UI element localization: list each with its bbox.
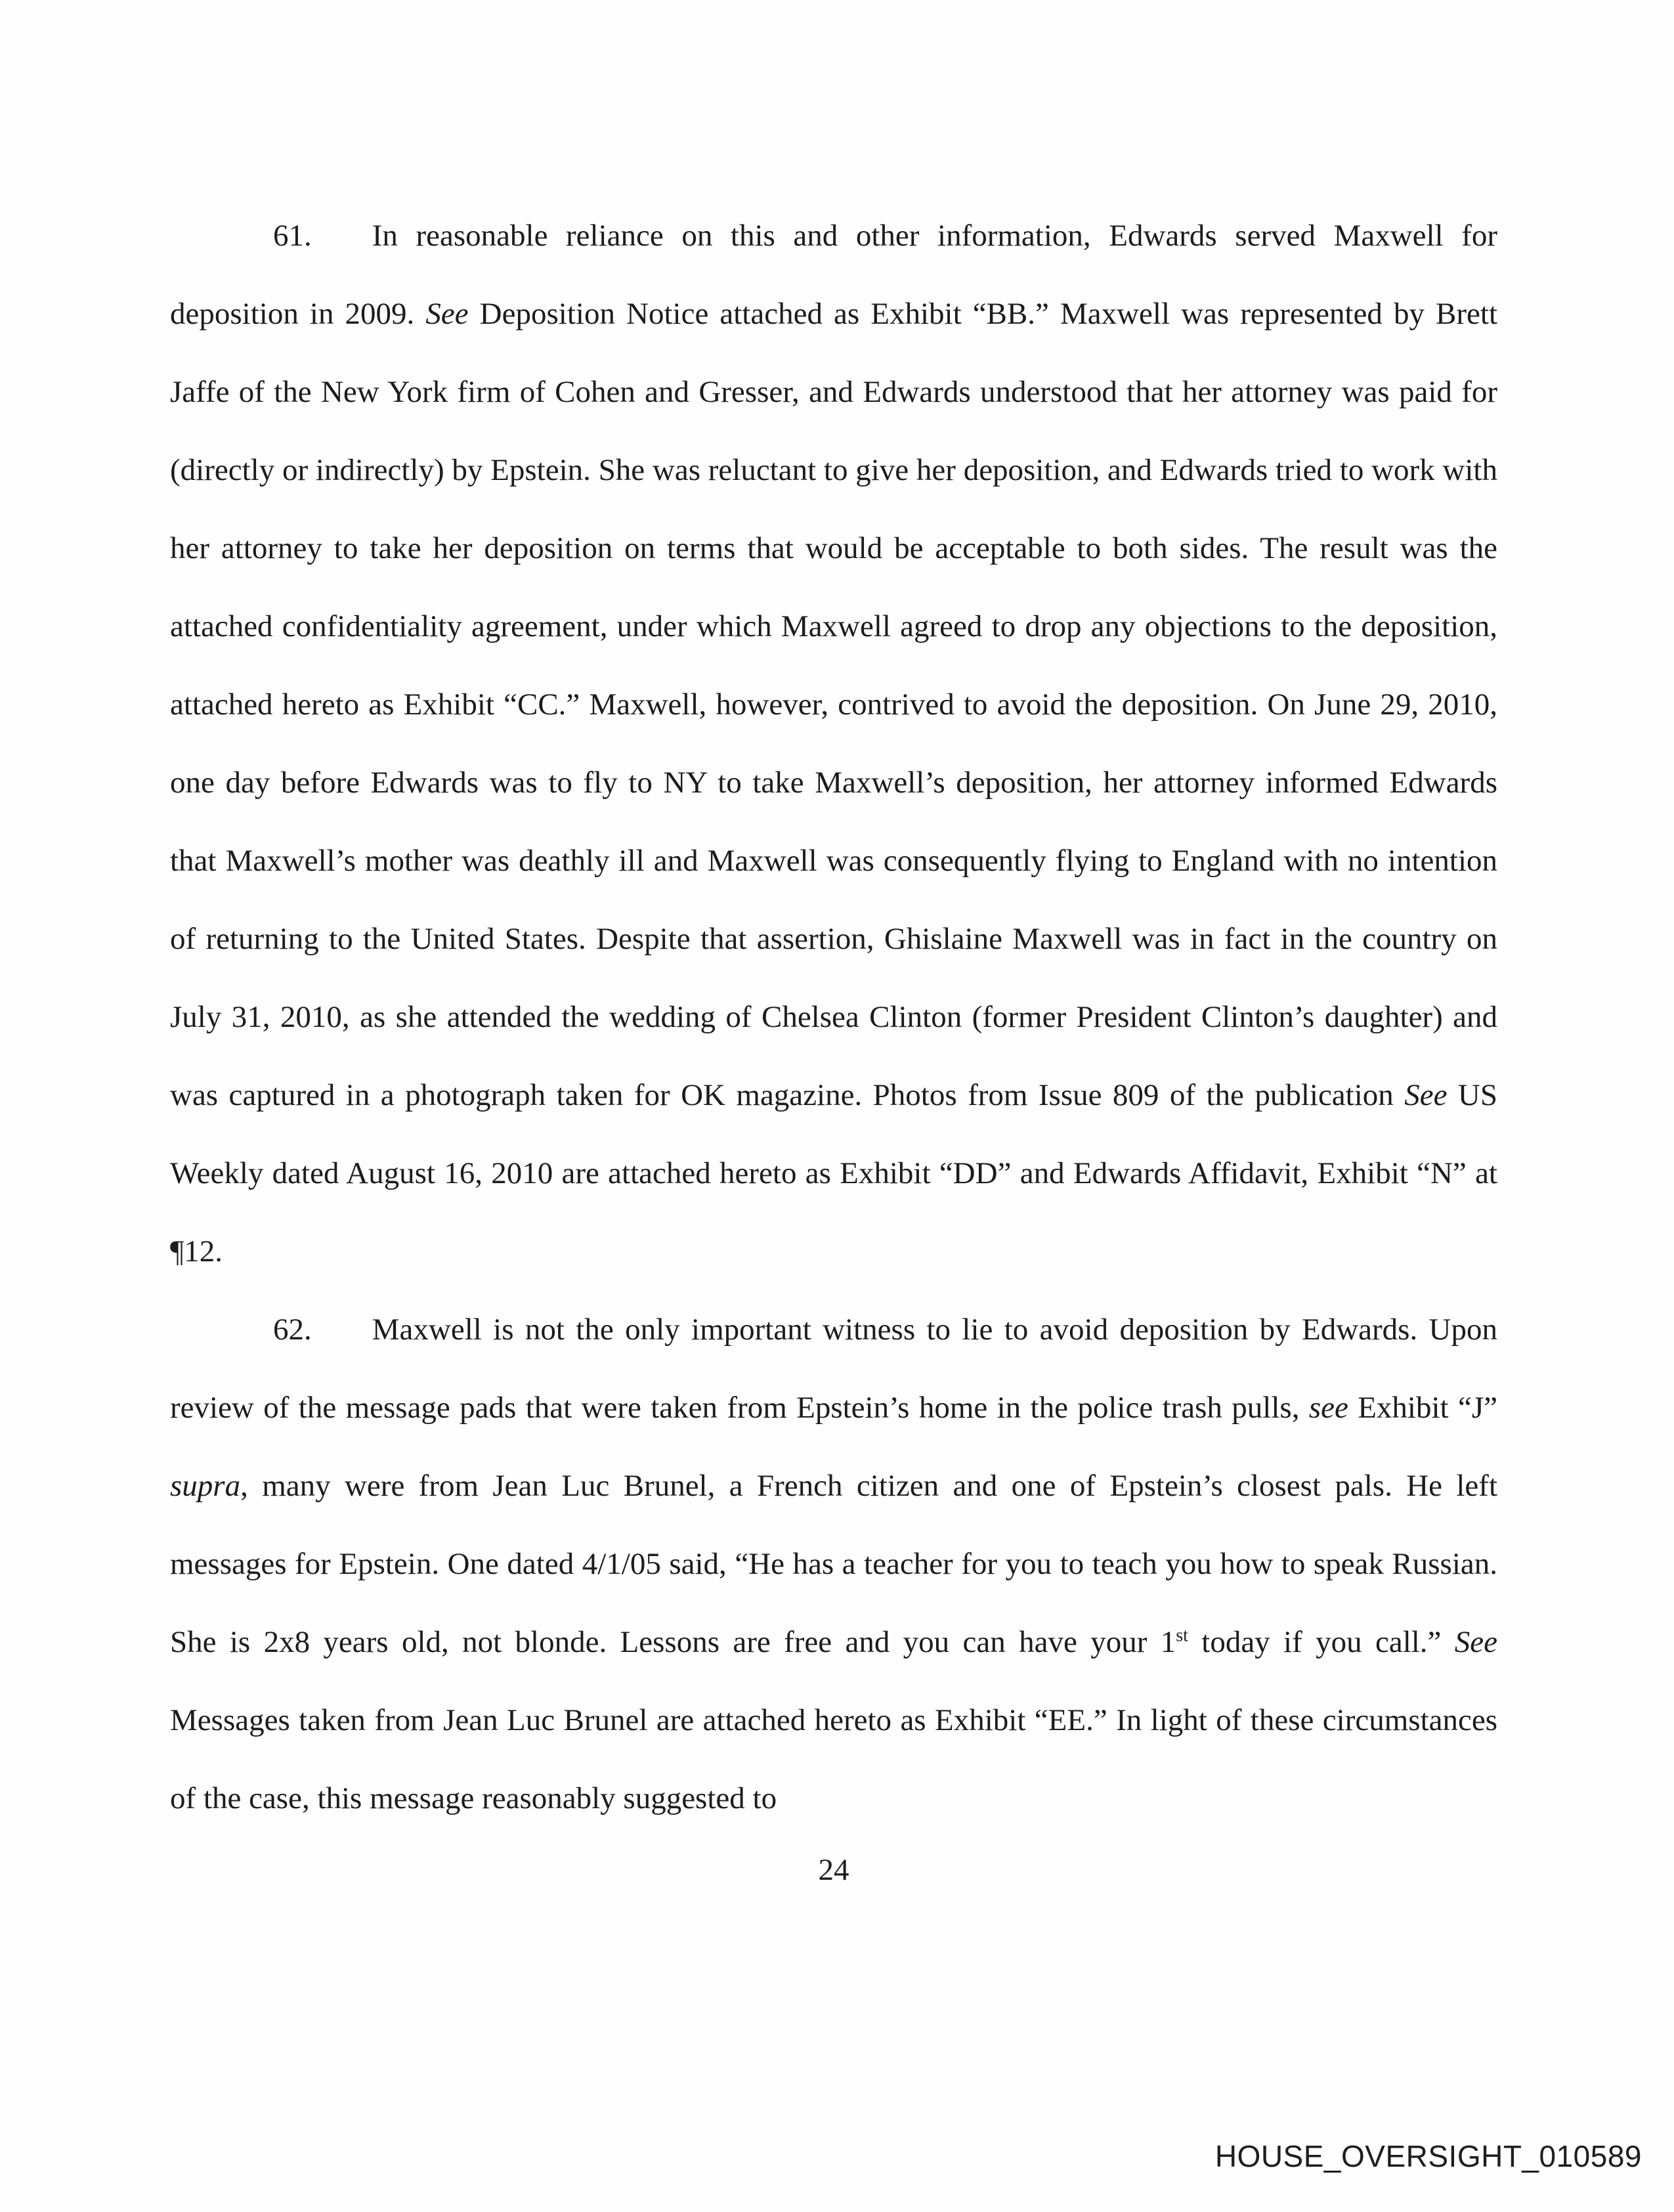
paragraph-number: 61. xyxy=(273,219,312,253)
italic-run: See xyxy=(425,297,469,331)
page-number: 24 xyxy=(818,1853,849,1887)
paragraph-62 xyxy=(170,1291,1497,1838)
italic-run: See xyxy=(1404,1078,1448,1112)
paragraph-61 xyxy=(170,197,1497,1291)
superscript-run: st xyxy=(1176,1625,1188,1646)
italic-run: supra xyxy=(170,1469,241,1503)
text-run: US Weekly dated August 16, 2010 are attached hereto as Exhibit “DD” and Edwards Affidavit, Exhibit “N” at ¶12. xyxy=(170,1078,1497,1269)
text-run: In reasonable reliance on this and other information, Edwards served Maxwell for deposition in 2009. xyxy=(170,219,1497,331)
italic-run: see xyxy=(1308,1391,1348,1425)
italic-run: See xyxy=(1454,1625,1498,1659)
text-run: Deposition Notice attached as Exhibit “BB.” Maxwell was represented by Brett Jaffe of the New York firm of Cohen and Gresser, and Edwards understood that her attorney was paid for (directly or indirectly) by Epstein. She was reluctant to give her deposition, and Edwards tried to work with her attorney to take her deposition on terms that would be acceptable to both sides. The result was the attached confidentiality agreement, under which Maxwell agreed to drop any objections to the deposition, attached hereto as Exhibit “CC.” Maxwell, however, contrived to avoid the deposition. On June 29, 2010, one day before Edwards was to fly to NY to take Maxwell’s deposition, her attorney informed Edwards that Maxwell’s mother was deathly ill and Maxwell was consequently flying to England with no intention of returning to the United States. Despite that assertion, Ghislaine Maxwell was in fact in the country on July 31, 2010, as she attended the wedding of Chelsea Clinton (former President Clinton’s daughter) and was captured in a photograph taken for OK magazine. Photos from Issue 809 of the publication xyxy=(170,297,1498,1112)
text-run: today if you call.” xyxy=(1188,1625,1455,1659)
paragraph-number: 62. xyxy=(273,1312,312,1347)
bates-stamp: HOUSE_OVERSIGHT_010589 xyxy=(1214,2139,1642,2173)
text-run: Messages taken from Jean Luc Brunel are attached hereto as Exhibit “EE.” In light of these circumstances of the case, this message reasonably suggested to xyxy=(170,1703,1497,1815)
text-run: Exhibit “J” xyxy=(1348,1391,1497,1425)
text-content xyxy=(170,197,1497,1893)
text-run: Maxwell is not the only important witness to lie to avoid deposition by Edwards. Upon review of the message pads that were taken from Epstein’s home in the police trash pulls, xyxy=(170,1312,1497,1425)
text-run: , many were from Jean Luc Brunel, a French citizen and one of Epstein’s closest pals. He left messages for Epstein. One dated 4/1/05 said, “He has a teacher for you to teach you how to speak Russian. She is 2x8 years old, not blonde. Lessons are free and you can have your 1 xyxy=(170,1469,1497,1659)
